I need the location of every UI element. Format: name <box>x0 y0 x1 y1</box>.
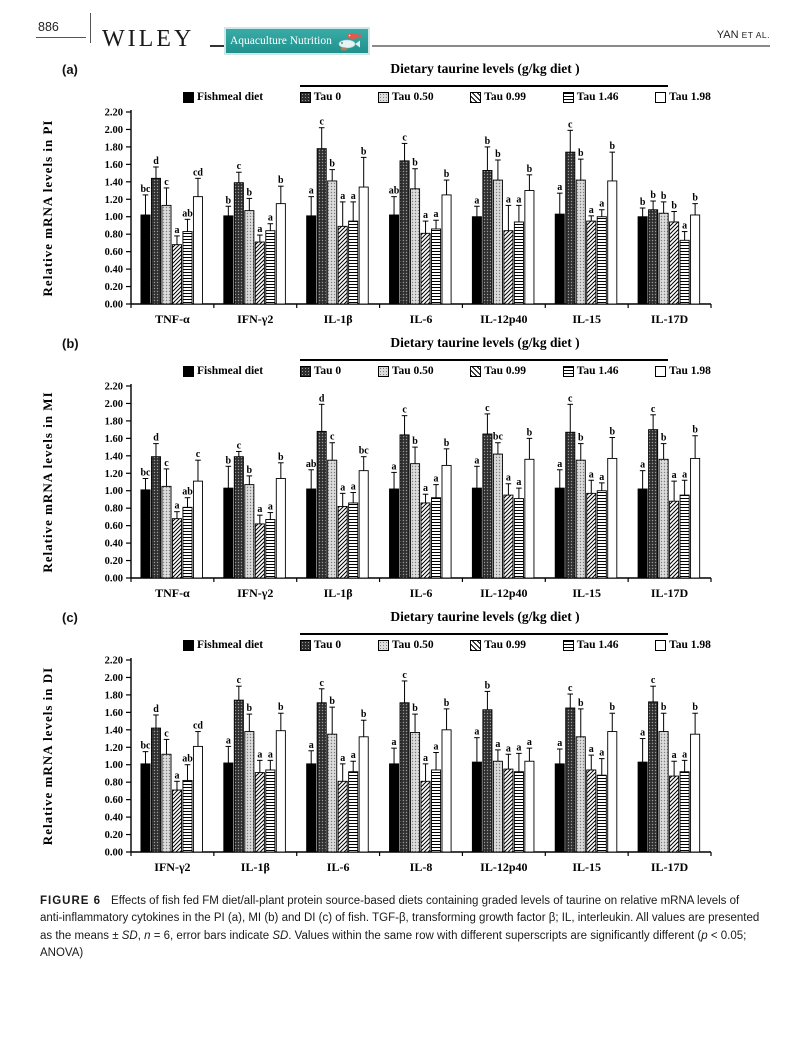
svg-text:c: c <box>319 677 324 689</box>
running-head <box>717 29 770 41</box>
svg-text:0.00: 0.00 <box>104 299 123 311</box>
legend-item <box>300 91 341 103</box>
taurine-span-rule <box>300 633 668 635</box>
figure-panel-a <box>0 58 800 332</box>
svg-text:TNF-α: TNF-α <box>155 312 190 326</box>
legend-item <box>470 91 526 103</box>
legend-label: Tau 1.46 <box>576 639 619 651</box>
legend-item <box>378 365 434 377</box>
svg-text:a: a <box>640 727 646 739</box>
legend-label: Tau 1.46 <box>576 91 619 103</box>
svg-text:2.00: 2.00 <box>104 398 123 410</box>
legend-label: Tau 1.46 <box>576 365 619 377</box>
page-number-rule <box>36 37 86 38</box>
legend-item <box>378 639 434 651</box>
bar-chart-a <box>36 104 766 340</box>
svg-text:a: a <box>267 501 273 513</box>
svg-text:b: b <box>278 702 284 714</box>
svg-text:a: a <box>340 190 346 202</box>
svg-text:b: b <box>671 200 677 212</box>
svg-text:b: b <box>692 424 698 436</box>
svg-text:ab: ab <box>182 208 193 220</box>
running-head-etal: ET AL. <box>741 30 770 40</box>
svg-text:b: b <box>360 146 367 158</box>
svg-text:c: c <box>164 176 169 188</box>
svg-text:1.40: 1.40 <box>104 177 123 189</box>
legend-item <box>470 639 526 651</box>
svg-text:a: a <box>495 738 501 750</box>
chart-legend-b <box>183 365 711 377</box>
svg-text:IFN-γ2: IFN-γ2 <box>237 312 274 326</box>
svg-text:0.00: 0.00 <box>104 573 123 585</box>
svg-text:a: a <box>225 735 231 747</box>
svg-text:c: c <box>402 669 407 681</box>
svg-text:IL-6: IL-6 <box>409 312 433 326</box>
svg-text:d: d <box>318 393 325 405</box>
svg-text:IL-15: IL-15 <box>572 586 602 600</box>
svg-text:0.80: 0.80 <box>104 229 123 241</box>
svg-text:a: a <box>308 185 314 197</box>
svg-text:b: b <box>443 169 450 181</box>
svg-text:c: c <box>236 161 242 173</box>
legend-swatch-solid-black-icon <box>183 366 194 377</box>
svg-text:IL-17D: IL-17D <box>650 312 689 326</box>
svg-text:a: a <box>433 741 439 753</box>
svg-text:c: c <box>568 683 573 695</box>
svg-text:bc: bc <box>140 740 151 752</box>
legend-item <box>300 639 341 651</box>
svg-text:a: a <box>671 470 677 482</box>
svg-text:c: c <box>164 457 169 469</box>
svg-text:a: a <box>474 455 480 467</box>
svg-text:b: b <box>329 158 335 170</box>
legend-item <box>183 365 263 377</box>
svg-text:IFN-γ2: IFN-γ2 <box>154 860 191 874</box>
legend-swatch-diagonal-hatch-icon <box>470 366 481 377</box>
legend-swatch-dark-dotted-icon <box>300 366 311 377</box>
svg-text:b: b <box>360 709 367 721</box>
svg-text:a: a <box>423 483 429 495</box>
svg-text:0.60: 0.60 <box>104 795 123 807</box>
panel-label-c: (c) <box>62 610 78 625</box>
svg-text:2.20: 2.20 <box>104 107 123 119</box>
svg-text:b: b <box>278 175 284 187</box>
svg-text:IL-15: IL-15 <box>572 312 602 326</box>
svg-text:b: b <box>660 190 667 202</box>
svg-text:1.20: 1.20 <box>104 194 123 206</box>
legend-swatch-horizontal-lines-icon <box>563 92 574 103</box>
svg-text:IFN-γ2: IFN-γ2 <box>237 586 274 600</box>
legend-item <box>183 91 263 103</box>
legend-swatch-diagonal-hatch-icon <box>470 640 481 651</box>
svg-text:b: b <box>484 135 491 147</box>
svg-text:b: b <box>412 157 418 169</box>
chart-legend-c <box>183 639 711 651</box>
legend-item <box>300 365 341 377</box>
svg-text:b: b <box>660 702 667 714</box>
svg-text:b: b <box>660 432 667 444</box>
svg-text:a: a <box>599 747 605 759</box>
svg-text:1.00: 1.00 <box>104 212 123 224</box>
svg-text:IL-12p40: IL-12p40 <box>480 312 528 326</box>
svg-text:c: c <box>568 119 573 131</box>
svg-text:a: a <box>350 481 356 493</box>
svg-text:1.40: 1.40 <box>104 725 123 737</box>
svg-text:c: c <box>329 431 335 443</box>
chart-title-c: Dietary taurine levels (g/kg diet ) <box>390 609 580 624</box>
legend-item <box>563 365 619 377</box>
legend-label: Tau 0.50 <box>391 91 434 103</box>
svg-text:a: a <box>682 749 688 761</box>
svg-text:2.00: 2.00 <box>104 124 123 136</box>
svg-text:2.00: 2.00 <box>104 672 123 684</box>
svg-text:2.20: 2.20 <box>104 381 123 393</box>
svg-text:a: a <box>391 737 397 749</box>
svg-text:0.80: 0.80 <box>104 503 123 515</box>
svg-text:b: b <box>484 680 491 692</box>
svg-text:a: a <box>505 194 511 206</box>
svg-text:0.40: 0.40 <box>104 538 123 550</box>
svg-text:a: a <box>682 469 688 481</box>
svg-text:TNF-α: TNF-α <box>155 586 190 600</box>
svg-text:b: b <box>443 437 450 449</box>
legend-item <box>655 91 711 103</box>
svg-text:a: a <box>588 744 594 756</box>
legend-label: Tau 0.50 <box>391 639 434 651</box>
svg-text:0.20: 0.20 <box>104 830 123 842</box>
svg-text:1.60: 1.60 <box>104 707 123 719</box>
header-divider <box>90 13 91 43</box>
legend-label: Tau 0.99 <box>484 365 527 377</box>
legend-label: Fishmeal diet <box>197 91 264 103</box>
svg-text:IL-6: IL-6 <box>326 860 350 874</box>
svg-text:b: b <box>577 432 584 444</box>
svg-text:c: c <box>195 449 201 461</box>
journal-logo-fish-icon <box>336 31 362 51</box>
svg-text:a: a <box>267 212 273 224</box>
svg-text:IL-1β: IL-1β <box>240 860 270 874</box>
svg-text:IL-12p40: IL-12p40 <box>480 860 528 874</box>
svg-text:a: a <box>174 500 180 512</box>
svg-text:b: b <box>225 455 232 467</box>
svg-text:a: a <box>350 750 356 762</box>
svg-text:a: a <box>640 459 646 471</box>
svg-text:a: a <box>505 472 511 484</box>
figure-panel-c <box>0 606 800 880</box>
legend-item <box>563 639 619 651</box>
legend-label: Tau 1.98 <box>669 639 711 651</box>
svg-text:b: b <box>692 192 698 204</box>
svg-text:a: a <box>433 209 439 221</box>
svg-text:1.20: 1.20 <box>104 742 123 754</box>
bar-chart-svg <box>36 652 766 888</box>
svg-text:a: a <box>340 482 346 494</box>
svg-text:a: a <box>174 770 180 782</box>
svg-text:c: c <box>402 404 407 416</box>
figure-caption <box>40 893 764 962</box>
legend-swatch-gray-dotted-icon <box>378 640 389 651</box>
svg-text:a: a <box>516 742 522 754</box>
svg-text:a: a <box>599 471 605 483</box>
svg-text:c: c <box>402 132 407 144</box>
svg-text:b: b <box>692 702 698 714</box>
svg-text:IL-17D: IL-17D <box>650 586 689 600</box>
panel-label-b: (b) <box>62 336 79 351</box>
svg-text:0.60: 0.60 <box>104 521 123 533</box>
svg-text:IL-1β: IL-1β <box>323 586 353 600</box>
svg-text:b: b <box>526 427 533 439</box>
svg-text:a: a <box>505 743 511 755</box>
svg-text:ab: ab <box>182 753 193 765</box>
svg-text:a: a <box>174 224 180 236</box>
legend-item <box>183 639 263 651</box>
svg-text:Relative mRNA levels in PI: Relative mRNA levels in PI <box>40 119 55 297</box>
svg-text:b: b <box>246 187 253 199</box>
svg-text:0.80: 0.80 <box>104 777 123 789</box>
legend-label: Fishmeal diet <box>197 639 264 651</box>
legend-label: Tau 1.98 <box>669 365 711 377</box>
chart-title-a: Dietary taurine levels (g/kg diet ) <box>390 61 580 76</box>
bar-chart-c <box>36 652 766 888</box>
svg-text:b: b <box>412 703 418 715</box>
bar-chart-svg <box>36 378 766 614</box>
svg-text:1.20: 1.20 <box>104 468 123 480</box>
svg-text:a: a <box>557 458 563 470</box>
svg-text:a: a <box>474 195 480 207</box>
svg-text:1.80: 1.80 <box>104 690 123 702</box>
svg-text:cd: cd <box>192 167 203 179</box>
legend-swatch-gray-dotted-icon <box>378 92 389 103</box>
figure-panel-b <box>0 332 800 606</box>
legend-swatch-dark-dotted-icon <box>300 640 311 651</box>
svg-text:b: b <box>650 190 656 202</box>
svg-text:0.20: 0.20 <box>104 282 123 294</box>
bar-chart-svg <box>36 104 766 340</box>
svg-text:a: a <box>350 190 356 202</box>
svg-text:ab: ab <box>182 486 193 498</box>
svg-text:b: b <box>246 703 253 715</box>
journal-banner <box>224 27 370 55</box>
legend-label: Tau 0 <box>313 91 342 103</box>
svg-text:0.40: 0.40 <box>104 812 123 824</box>
svg-text:c: c <box>236 675 242 687</box>
svg-text:a: a <box>391 461 397 473</box>
svg-text:1.60: 1.60 <box>104 159 123 171</box>
chart-title-b: Dietary taurine levels (g/kg diet ) <box>390 335 580 350</box>
svg-text:a: a <box>516 477 522 489</box>
taurine-span-rule <box>300 85 668 87</box>
svg-text:1.40: 1.40 <box>104 451 123 463</box>
svg-text:Relative mRNA levels in MI: Relative mRNA levels in MI <box>40 391 55 573</box>
publisher-logo: WILEY <box>102 26 195 52</box>
svg-text:a: a <box>557 738 563 750</box>
svg-text:c: c <box>164 728 169 740</box>
svg-text:a: a <box>423 210 429 222</box>
svg-text:bc: bc <box>492 431 503 443</box>
svg-text:b: b <box>639 197 646 208</box>
svg-text:a: a <box>599 198 605 210</box>
legend-swatch-solid-black-icon <box>183 640 194 651</box>
figure-caption-text: Effects of fish fed FM diet/all-plant protein source-based diets containing graded levels of taurine on relative mRNA levels of anti-inflammatory cytokines in the PI (a), MI (b) and DI (c) of fish. TGF-β, transforming growth factor β; IL, interleukin. All values are presented as the means ± SD, n = 6, error bars indicate SD. Values within the same row with different superscripts are significantly different (p < 0.05; ANOVA) <box>40 895 760 959</box>
svg-text:IL-1β: IL-1β <box>323 312 353 326</box>
svg-text:a: a <box>433 473 439 485</box>
svg-text:1.80: 1.80 <box>104 416 123 428</box>
legend-swatch-horizontal-lines-icon <box>563 640 574 651</box>
svg-text:0.60: 0.60 <box>104 247 123 259</box>
svg-text:IL-6: IL-6 <box>409 586 433 600</box>
svg-text:a: a <box>257 224 263 236</box>
legend-swatch-solid-black-icon <box>183 92 194 103</box>
legend-item <box>378 91 434 103</box>
svg-text:a: a <box>516 194 522 206</box>
svg-text:c: c <box>319 116 324 128</box>
svg-text:a: a <box>267 749 273 761</box>
svg-text:b: b <box>609 426 616 438</box>
svg-text:IL-15: IL-15 <box>572 860 602 874</box>
page-number: 886 <box>38 20 59 34</box>
svg-text:bc: bc <box>358 445 369 457</box>
svg-text:b: b <box>495 149 501 160</box>
legend-swatch-white-icon <box>655 640 666 651</box>
svg-text:c: c <box>485 402 490 414</box>
legend-label: Tau 0.99 <box>484 639 527 651</box>
svg-text:b: b <box>412 436 418 448</box>
svg-text:0.00: 0.00 <box>104 847 123 859</box>
svg-text:ab: ab <box>388 185 400 197</box>
svg-text:IL-17D: IL-17D <box>650 860 689 874</box>
svg-text:d: d <box>153 703 159 715</box>
svg-text:1.00: 1.00 <box>104 486 123 498</box>
legend-label: Tau 0 <box>313 639 342 651</box>
svg-text:a: a <box>257 504 263 516</box>
legend-swatch-white-icon <box>655 366 666 377</box>
legend-item <box>563 91 619 103</box>
chart-legend-a <box>183 91 711 103</box>
svg-text:IL-8: IL-8 <box>409 860 433 874</box>
svg-text:a: a <box>671 750 677 762</box>
svg-text:a: a <box>682 220 688 232</box>
svg-text:1.80: 1.80 <box>104 142 123 154</box>
svg-text:d: d <box>153 432 159 444</box>
svg-text:b: b <box>246 464 253 476</box>
svg-text:a: a <box>526 737 532 749</box>
svg-text:b: b <box>443 697 450 709</box>
legend-swatch-diagonal-hatch-icon <box>470 92 481 103</box>
svg-text:b: b <box>577 148 584 160</box>
svg-text:a: a <box>340 752 346 764</box>
svg-text:a: a <box>557 182 563 194</box>
svg-text:bc: bc <box>140 467 151 479</box>
legend-item <box>470 365 526 377</box>
svg-text:a: a <box>257 749 263 761</box>
figure-caption-label: FIGURE 6 <box>40 895 102 907</box>
header-rule <box>372 45 770 47</box>
bar-chart-b <box>36 378 766 614</box>
svg-text:0.20: 0.20 <box>104 556 123 568</box>
legend-swatch-horizontal-lines-icon <box>563 366 574 377</box>
legend-swatch-white-icon <box>655 92 666 103</box>
svg-text:IL-12p40: IL-12p40 <box>480 586 528 600</box>
panel-label-a: (a) <box>62 62 78 77</box>
svg-text:b: b <box>609 702 616 714</box>
legend-label: Fishmeal diet <box>197 365 264 377</box>
legend-item <box>655 639 711 651</box>
legend-swatch-dark-dotted-icon <box>300 92 311 103</box>
svg-text:b: b <box>225 195 232 207</box>
running-head-author: YAN <box>716 29 739 41</box>
legend-label: Tau 0 <box>313 365 342 377</box>
svg-text:b: b <box>526 163 533 175</box>
legend-item <box>655 365 711 377</box>
svg-text:b: b <box>278 451 284 463</box>
svg-text:c: c <box>650 675 656 687</box>
svg-text:a: a <box>423 752 429 764</box>
svg-text:1.60: 1.60 <box>104 433 123 445</box>
svg-text:a: a <box>308 739 314 751</box>
svg-text:2.20: 2.20 <box>104 655 123 667</box>
svg-text:ab: ab <box>305 458 317 470</box>
journal-title: Aquaculture Nutrition <box>230 35 332 47</box>
svg-text:c: c <box>568 393 573 405</box>
svg-text:b: b <box>329 696 335 708</box>
svg-text:d: d <box>153 155 159 167</box>
legend-label: Tau 1.98 <box>669 91 711 103</box>
svg-text:c: c <box>650 403 656 415</box>
svg-text:a: a <box>474 726 480 738</box>
svg-text:a: a <box>588 204 594 216</box>
svg-text:Relative mRNA levels in DI: Relative mRNA levels in DI <box>40 666 55 846</box>
svg-text:c: c <box>236 440 242 452</box>
svg-text:a: a <box>588 469 594 481</box>
svg-text:1.00: 1.00 <box>104 760 123 772</box>
logo-connector <box>210 45 224 47</box>
svg-text:b: b <box>577 697 584 709</box>
legend-label: Tau 0.50 <box>391 365 434 377</box>
svg-text:0.40: 0.40 <box>104 264 123 276</box>
taurine-span-rule <box>300 359 668 361</box>
legend-label: Tau 0.99 <box>484 91 527 103</box>
svg-text:bc: bc <box>140 183 151 195</box>
svg-text:cd: cd <box>192 720 203 732</box>
svg-text:b: b <box>609 141 616 153</box>
legend-swatch-gray-dotted-icon <box>378 366 389 377</box>
